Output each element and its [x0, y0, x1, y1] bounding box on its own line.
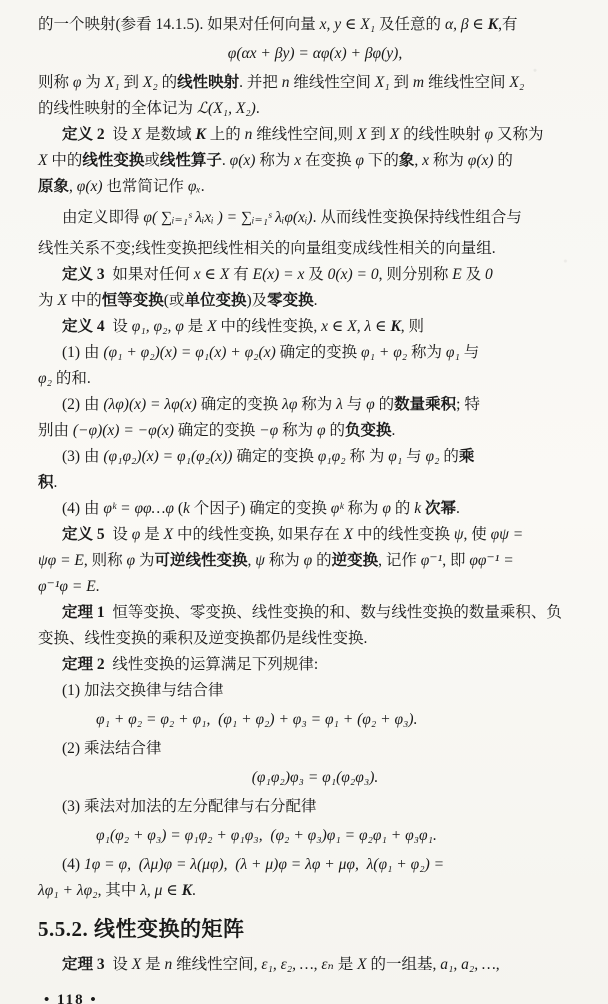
- text-line: [38, 205, 592, 231]
- math-expression: α, β ∈: [444, 16, 488, 33]
- text-run: 称为: [264, 552, 304, 569]
- math-expression: E: [452, 266, 462, 283]
- text-run: 维线性空间,: [172, 956, 262, 973]
- text-run: .: [391, 422, 396, 439]
- text-run: (1) 加法交换律与结合律: [62, 682, 224, 699]
- theorem3-text-block: [38, 952, 592, 978]
- text-run: 的: [493, 152, 513, 169]
- math-expression: E(x) = x: [252, 266, 305, 283]
- text-run: 称为: [255, 152, 295, 169]
- text-run: 别由: [38, 422, 73, 439]
- text-run: (3) 乘法对加法的左分配律与右分配律: [62, 798, 317, 815]
- text-run: 上的: [205, 126, 245, 143]
- text-run: 则称: [38, 74, 73, 91]
- math-expression: X: [207, 318, 217, 335]
- text-run: (或: [163, 292, 185, 309]
- text-line: [38, 444, 592, 470]
- math-expression: φᵏ = φφ…φ: [103, 500, 174, 517]
- text-line: [38, 96, 592, 122]
- math-expression: λφ₁ + λφ₂: [38, 882, 98, 899]
- math-expression: x: [422, 152, 429, 169]
- math-expression: ε₁, ε₂, …, εₙ: [261, 956, 334, 973]
- text-line: [38, 952, 592, 978]
- text-run: 称为: [428, 152, 468, 169]
- math-expression: x: [294, 152, 302, 169]
- math-expression: φ₁(φ₂ + φ₃) = φ₁φ₂ + φ₁φ₃, (φ₂ + φ₃)φ₁ = φ₂φ₁ + φ₃φ₁.: [96, 827, 437, 844]
- text-run: 确定的变换: [173, 422, 260, 439]
- text-run: 是: [333, 956, 358, 973]
- text-line: [38, 852, 592, 878]
- text-run: .: [255, 100, 260, 117]
- text-run: ,: [356, 318, 365, 335]
- math-expression: φ: [303, 552, 313, 569]
- math-expression: ψφ = E: [38, 552, 84, 569]
- text-run: , 则分别称: [378, 266, 453, 283]
- text-run: , 则: [400, 318, 425, 335]
- math-expression: φ₁: [388, 448, 403, 465]
- math-expression: k: [183, 500, 190, 517]
- text-run: 个因子) 确定的变换: [189, 500, 331, 517]
- text-line: [38, 652, 592, 678]
- math-expression: φ: [484, 126, 494, 143]
- bold-term: 定义 2: [62, 126, 105, 143]
- text-line: [38, 823, 592, 849]
- math-expression: λ ∈: [364, 318, 391, 335]
- text-run: 确定的变换: [275, 344, 362, 361]
- text-run: 恒等变换、零变换、线性变换的和、数与线性变换的数量乘积、负: [104, 604, 562, 621]
- page-content: [38, 12, 592, 1004]
- text-run: 维线性空间,则: [252, 126, 358, 143]
- text-line: [38, 392, 592, 418]
- text-run: (4): [62, 856, 84, 873]
- math-expression: (−φ)(x) = −φ(x): [72, 422, 174, 439]
- math-expression: ℒ(X₁, X₂): [196, 100, 256, 117]
- text-run: (2) 乘法结合律: [62, 740, 162, 757]
- math-expression: φ₁: [445, 344, 460, 361]
- math-expression: X: [38, 152, 48, 169]
- text-run: 由定义即得: [62, 209, 144, 226]
- text-line: [38, 736, 592, 762]
- math-expression: φ( ∑ᵢ₌₁ˢ λᵢxᵢ ) = ∑ᵢ₌₁ˢ λᵢφ(xᵢ): [143, 209, 313, 226]
- bold-term: 负变换: [344, 422, 392, 439]
- text-run: , 则称: [83, 552, 127, 569]
- bold-term: 原象: [38, 178, 70, 195]
- math-expression: X₂: [142, 74, 158, 91]
- text-run: .: [53, 474, 58, 491]
- text-run: 的一个映射(参看 14.1.5). 如果对任何向量: [38, 16, 320, 33]
- math-expression: 0: [484, 266, 493, 283]
- math-expression: φ₁ + φ₂: [361, 344, 408, 361]
- text-run: ,: [414, 152, 423, 169]
- text-run: 与: [459, 344, 480, 361]
- text-line: [38, 418, 592, 444]
- math-expression: X: [343, 526, 354, 543]
- text-run: 确定的变换: [232, 448, 318, 465]
- text-run: 或: [144, 152, 160, 169]
- math-expression: X: [357, 956, 367, 973]
- text-run: 与: [402, 448, 426, 465]
- math-expression: X: [357, 126, 367, 143]
- text-line: [38, 70, 592, 96]
- math-expression: X: [131, 126, 142, 143]
- math-expression: K: [195, 126, 206, 143]
- math-expression: φ: [316, 422, 326, 439]
- math-expression: m: [412, 74, 425, 91]
- math-expression: x ∈ X: [193, 266, 230, 283]
- text-run: 为: [81, 74, 105, 91]
- bold-term: 线性变换: [82, 152, 145, 169]
- text-run: 中的: [47, 152, 83, 169]
- math-expression: φ₁, φ₂, φ: [131, 318, 184, 335]
- text-run: 及任意的: [375, 16, 445, 33]
- text-run: 到: [366, 126, 390, 143]
- math-expression: −φ: [259, 422, 279, 439]
- math-expression: x ∈ X: [321, 318, 357, 335]
- math-expression: n: [244, 126, 253, 143]
- text-run: 是: [140, 526, 164, 543]
- text-run: .: [200, 178, 205, 195]
- text-run: 下的: [363, 152, 399, 169]
- text-run: 的: [391, 500, 415, 517]
- text-line: [38, 314, 592, 340]
- text-run: 确定的变换: [196, 396, 283, 413]
- text-run: (2) 由: [62, 396, 104, 413]
- math-expression: φ: [382, 500, 391, 517]
- text-line: [38, 765, 592, 791]
- math-expression: a₁, a₂, …,: [440, 956, 500, 973]
- text-line: [38, 262, 592, 288]
- text-run: 线性变换的运算满足下列规律:: [104, 656, 319, 673]
- math-expression: (φ₁φ₂)φ₃ = φ₁(φ₂φ₃).: [251, 769, 379, 786]
- math-expression: φ(x): [76, 178, 103, 195]
- math-expression: k: [414, 500, 422, 517]
- math-expression: φᵏ: [330, 500, 344, 517]
- text-run: ,: [69, 178, 77, 195]
- text-run: 有: [229, 266, 253, 283]
- bold-term: 定义 4: [62, 318, 105, 335]
- text-line: [38, 600, 592, 626]
- text-run: 称为: [343, 500, 383, 517]
- math-expression: X: [389, 126, 400, 143]
- text-run: . 并把: [239, 74, 282, 91]
- text-run: 到: [389, 74, 413, 91]
- math-expression: λ: [336, 396, 343, 413]
- bold-term: 定理 1: [62, 604, 105, 621]
- text-line: [38, 288, 592, 314]
- math-expression: X₁: [104, 74, 120, 91]
- math-expression: (φ₁φ₂)(x) = φ₁(φ₂(x)): [103, 448, 233, 465]
- text-run: , 即: [442, 552, 470, 569]
- math-expression: x, y ∈ X₁: [319, 16, 376, 33]
- math-expression: φ: [366, 396, 375, 413]
- text-run: 维线性空间: [424, 74, 510, 91]
- text-run: 的: [312, 552, 332, 569]
- text-run: 也常简记作: [102, 178, 188, 195]
- bold-term: 可逆线性变换: [154, 552, 248, 569]
- text-run: 如果对任何: [104, 266, 194, 283]
- math-expression: φφ⁻¹ =: [469, 552, 514, 569]
- math-expression: n: [164, 956, 173, 973]
- math-expression: X: [131, 956, 142, 973]
- text-run: 称为: [407, 344, 446, 361]
- text-run: .: [456, 500, 460, 517]
- text-run: 称为: [278, 422, 317, 439]
- text-run: 为: [135, 552, 155, 569]
- text-line: [38, 626, 592, 652]
- math-expression: φ(x): [467, 152, 494, 169]
- text-run: 的: [157, 74, 178, 91]
- text-run: 设: [104, 956, 132, 973]
- bold-term: 定理 3: [62, 956, 105, 973]
- text-run: 中的线性变换: [353, 526, 454, 543]
- text-run: 称为: [297, 396, 337, 413]
- text-run: ; 特: [456, 396, 480, 413]
- math-expression: 1φ = φ, (λμ)φ = λ(μφ), (λ + μ)φ = λφ + μφ, λ(φ₁ + φ₂) =: [83, 856, 445, 873]
- math-expression: ψ: [453, 526, 464, 543]
- text-run: 中的线性变换,: [216, 318, 322, 335]
- text-line: [38, 548, 592, 574]
- text-line: [38, 522, 592, 548]
- text-run: 为: [38, 292, 58, 309]
- math-expression: φ: [355, 152, 364, 169]
- math-expression: φ: [131, 526, 141, 543]
- math-expression: X: [57, 292, 67, 309]
- text-run: (4) 由: [62, 500, 104, 517]
- text-run: 是: [183, 318, 208, 335]
- text-run: 到: [119, 74, 143, 91]
- math-expression: φ₂: [38, 370, 52, 387]
- text-run: 的线性映射的全体记为: [38, 100, 197, 117]
- math-expression: X₂: [509, 74, 525, 91]
- text-run: (1) 由: [62, 344, 104, 361]
- text-run: , 其中: [97, 882, 141, 899]
- bold-term: 乘: [458, 448, 475, 465]
- bold-term: 逆变换: [331, 552, 379, 569]
- text-line: [38, 878, 592, 904]
- text-line: [38, 12, 592, 38]
- text-line: [38, 340, 592, 366]
- text-run: 线性关系不变;线性变换把线性相关的向量组变成线性相关的向量组.: [38, 240, 496, 257]
- math-expression: λφ: [282, 396, 298, 413]
- math-expression: K: [487, 16, 499, 33]
- bold-term: 数量乘积: [394, 396, 457, 413]
- math-expression: φ⁻¹: [420, 552, 443, 569]
- bold-term: 恒等变换: [101, 292, 164, 309]
- bold-term: 定义 3: [62, 266, 105, 283]
- text-run: 变换、线性变换的乘积及逆变换都仍是线性变换.: [38, 630, 368, 647]
- text-run: , 使: [463, 526, 491, 543]
- text-run: .: [192, 882, 196, 899]
- math-expression: φ₂: [425, 448, 440, 465]
- math-expression: φ₁ + φ₂ = φ₂ + φ₁, (φ₁ + φ₂) + φ₃ = φ₁ + (φ₂ + φ₃).: [96, 711, 418, 728]
- text-run: . 从而线性变换保持线性组合与: [312, 209, 522, 226]
- text-run: 又称为: [493, 126, 544, 143]
- text-run: (3) 由: [62, 448, 104, 465]
- text-line: [38, 366, 592, 392]
- text-run: .: [221, 152, 230, 169]
- text-line: [38, 496, 592, 522]
- math-expression: φ: [126, 552, 136, 569]
- text-run: 的: [439, 448, 459, 465]
- text-run: 的和.: [51, 370, 91, 387]
- math-expression: n: [281, 74, 290, 91]
- text-run: ,: [247, 552, 256, 569]
- text-run: , 记作: [378, 552, 421, 569]
- text-run: .: [313, 292, 318, 309]
- math-expression: φ: [72, 74, 82, 91]
- bold-term: 定理 2: [62, 656, 105, 673]
- text-line: [38, 174, 592, 200]
- bold-term: 积: [38, 474, 54, 491]
- bold-term: 线性算子: [159, 152, 222, 169]
- text-line: [38, 122, 592, 148]
- text-run: 维线性空间: [289, 74, 375, 91]
- text-run: 与: [342, 396, 367, 413]
- text-run: 的一组基,: [366, 956, 441, 973]
- text-run: )及: [246, 292, 268, 309]
- text-run: 中的线性变换, 如果存在: [173, 526, 344, 543]
- math-expression: φ⁻¹φ = E: [38, 578, 96, 595]
- math-expression: X: [163, 526, 174, 543]
- text-run: 及: [304, 266, 328, 283]
- math-expression: λ, μ ∈: [140, 882, 182, 899]
- page-number: • 118 •: [44, 992, 98, 1004]
- math-expression: φψ =: [490, 526, 524, 543]
- text-line: [38, 794, 592, 820]
- text-run: 的: [374, 396, 395, 413]
- text-run: 及: [461, 266, 485, 283]
- text-run: 设: [104, 526, 132, 543]
- math-expression: φₓ: [187, 178, 201, 195]
- text-line: [38, 236, 592, 262]
- math-expression: K: [390, 318, 401, 335]
- text-run: 是数域: [141, 126, 196, 143]
- bold-term: 定义 5: [62, 526, 105, 543]
- text-run: 中的: [66, 292, 102, 309]
- text-run: (: [173, 500, 184, 517]
- math-expression: φ(x): [229, 152, 256, 169]
- bold-term: 线性映射: [177, 74, 240, 91]
- math-expression: X₁: [374, 74, 390, 91]
- text-line: [38, 707, 592, 733]
- text-run: 的线性映射: [399, 126, 485, 143]
- text-run: 称 为: [345, 448, 389, 465]
- math-expression: (φ₁ + φ₂)(x) = φ₁(x) + φ₂(x): [103, 344, 276, 361]
- text-run: 设: [104, 318, 132, 335]
- text-run: 在变换: [301, 152, 356, 169]
- math-expression: 0(x) = 0: [327, 266, 379, 283]
- math-expression: φ(αx + βy) = αφ(x) + βφ(y),: [227, 45, 403, 62]
- text-run: 是: [141, 956, 165, 973]
- text-run: ,有: [498, 16, 518, 33]
- bold-term: 象: [398, 152, 415, 169]
- bold-term: 次幂: [425, 500, 457, 517]
- math-expression: ψ: [255, 552, 265, 569]
- math-expression: K: [181, 882, 193, 899]
- text-line: [38, 574, 592, 600]
- math-expression: φ₁φ₂: [317, 448, 346, 465]
- text-line: [38, 678, 592, 704]
- body-text-block: [38, 12, 592, 904]
- text-line: [38, 148, 592, 174]
- math-expression: (λφ)(x) = λφ(x): [103, 396, 197, 413]
- bold-term: 单位变换: [184, 292, 247, 309]
- bold-term: 零变换: [267, 292, 314, 309]
- text-run: 的: [325, 422, 345, 439]
- text-run: .: [95, 578, 100, 595]
- text-run: 设: [104, 126, 132, 143]
- section-heading: 5.5.2. 线性变换的矩阵: [38, 917, 245, 941]
- text-line: [38, 41, 592, 67]
- text-line: [38, 470, 592, 496]
